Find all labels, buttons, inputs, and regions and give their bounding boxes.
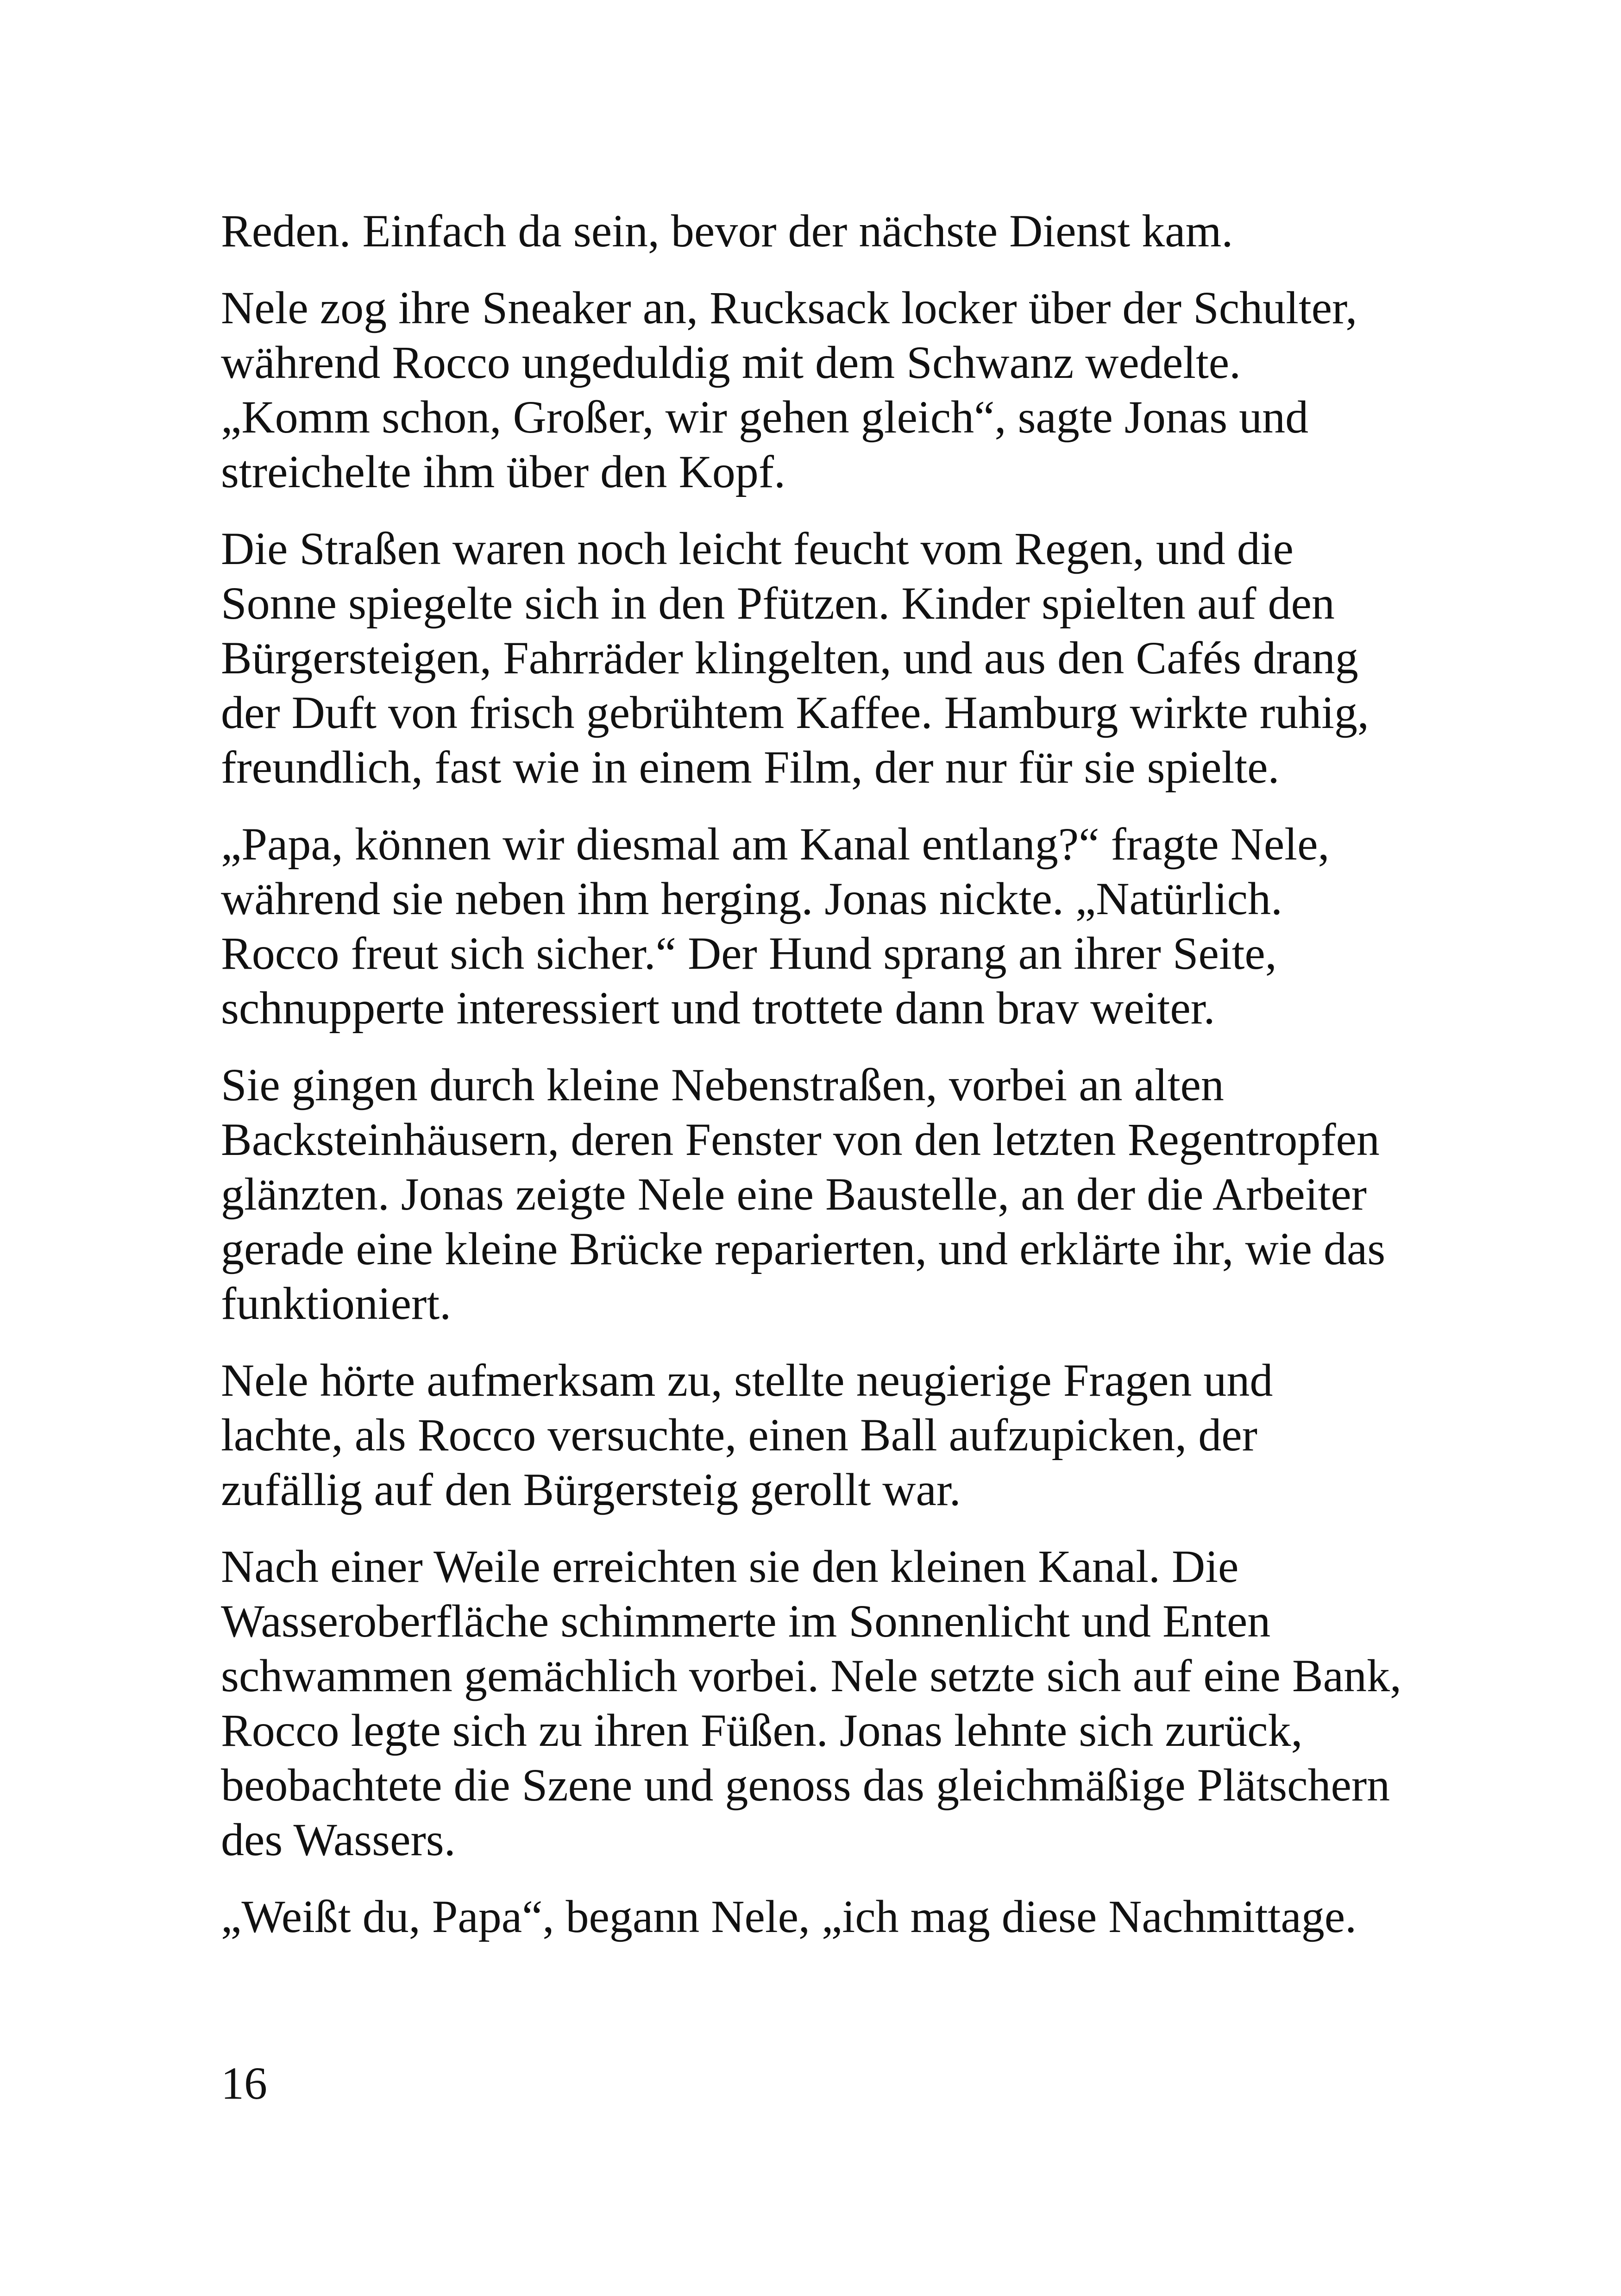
paragraph: Nele hörte aufmerksam zu, stellte neugierige Fragen und lachte, als Rocco versuchte, einen Ball aufzupicken, der zufällig auf den Bürgersteig gerollt war. <box>221 1355 1273 1515</box>
paragraph: „Weißt du, Papa“, begann Nele, „ich mag diese Nachmittage. <box>221 1891 1357 1942</box>
paragraph: „Papa, können wir diesmal am Kanal entlang?“ fragte Nele, während sie neben ihm herging. Jonas nickte. „Natürlich. Rocco freut sich sicher.“ Der Hund sprang an ihrer Seite, schnupperte interessiert und trottete dann brav weiter. <box>221 818 1330 1034</box>
paragraph: Reden. Einfach da sein, bevor der nächste Dienst kam. <box>221 205 1233 257</box>
body-text <box>221 204 1434 1966</box>
paragraph: Nele zog ihre Sneaker an, Rucksack locker über der Schulter, während Rocco ungeduldig mit dem Schwanz wedelte. „Komm schon, Großer, wir gehen gleich“, sagte Jonas und streichelte ihm über den Kopf. <box>221 282 1357 497</box>
paragraph: Sie gingen durch kleine Nebenstraßen, vorbei an alten Backsteinhäusern, deren Fenster von den letzten Regentropfen glänzten. Jonas zeigte Nele eine Baustelle, an der die Arbeiter gerade eine kleine Brücke reparierten, und erklärte ihr, wie das funktioniert. <box>221 1059 1386 1329</box>
paragraph: Die Straßen waren noch leicht feucht vom Regen, und die Sonne spiegelte sich in den Pfützen. Kinder spielten auf den Bürgersteigen, Fahrräder klingelten, und aus den Cafés drang der Duft von frisch gebrühtem Kaffee. Hamburg wirkte ruhig, freundlich, fast wie in einem Film, der nur für sie spielte. <box>221 523 1369 793</box>
paragraph: Nach einer Weile erreichten sie den kleinen Kanal. Die Wasseroberfläche schimmerte im Sonnenlicht und Enten schwammen gemächlich vorbei. Nele setzte sich auf eine Bank, Rocco legte sich zu ihren Füßen. Jonas lehnte sich zurück, beobachtete die Szene und genoss das gleichmäßige Plätschern des Wassers. <box>221 1541 1402 1865</box>
page-number: 16 <box>221 2058 267 2109</box>
